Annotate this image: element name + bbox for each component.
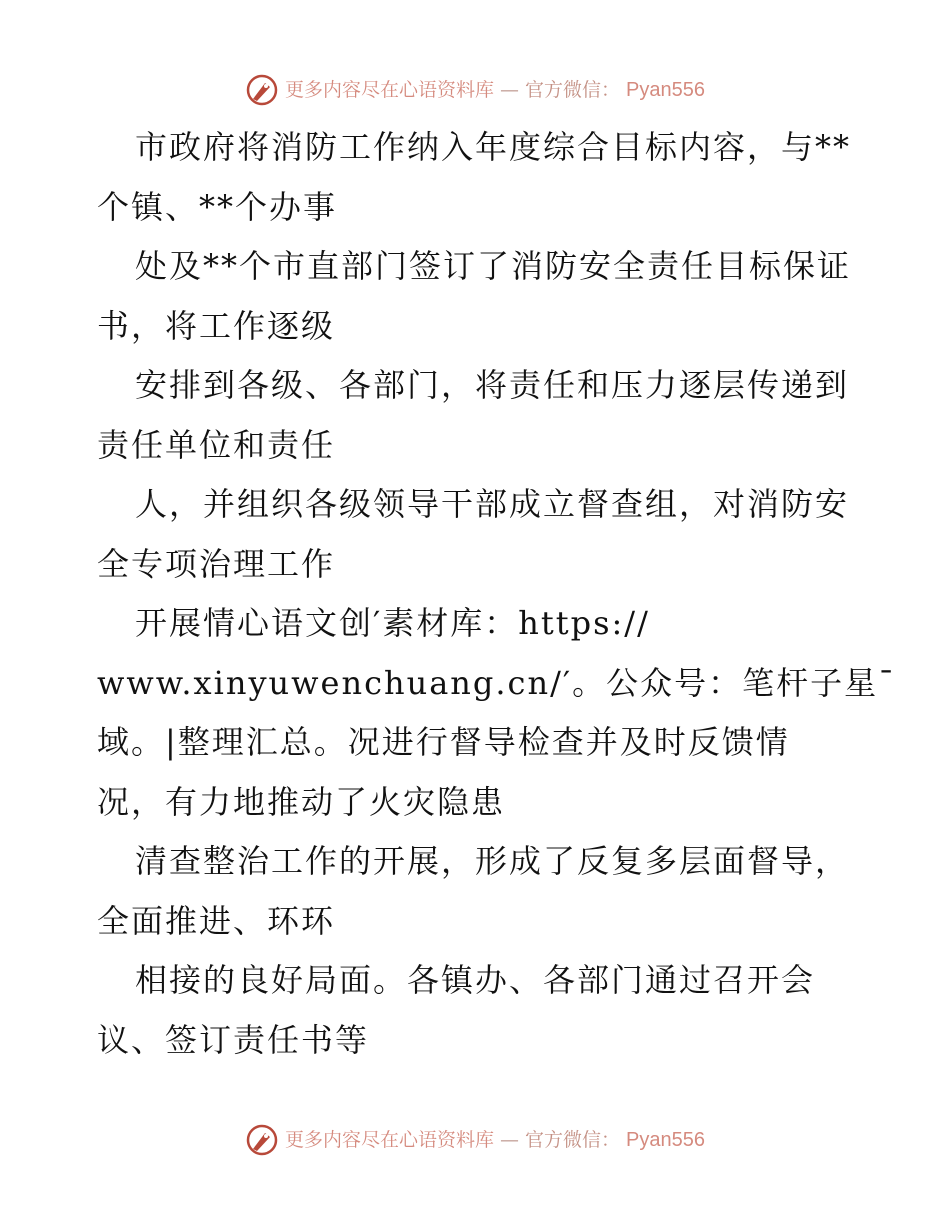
watermark-wechat-id: Pyan556 [626,1129,705,1151]
text-line-7: 人，并组织各级领导干部成立督查组，对消防安 [135,485,850,523]
text-line-12: 况，有力地推动了火灾隐患 [97,782,506,821]
text-line-14: 全面推进、环环 [97,901,336,940]
footer-watermark [0,1120,950,1160]
text-line-4: 书，将工作逐级 [97,306,336,345]
pen-nib-circle-icon [245,73,279,107]
text-line-16: 议、签订责任书等 [97,1020,370,1059]
text-line-11: 域。|整理汇总。况进行督导检查并及时反馈情 [97,723,790,761]
document-body [97,118,897,1070]
watermark-separator: — [500,1129,520,1151]
text-line-15: 相接的良好局面。各镇办、各部门通过召开会 [135,961,816,999]
watermark-text: 更多内容尽在心语资料库 [285,79,495,101]
text-line-8: 全专项治理工作 [97,544,336,583]
text-line-5: 安排到各级、各部门，将责任和压力逐层传递到 [135,366,850,404]
watermark-official-label: 官方微信： [525,1129,621,1151]
watermark-text: 更多内容尽在心语资料库 [285,1129,495,1151]
text-line-9: 开展情心语文创′素材库：https:// [135,604,650,642]
text-line-10: www.xinyuwenchuang.cn/′。公众号：笔杆子星¯ [97,663,897,702]
watermark-separator: — [500,79,520,101]
header-watermark [0,70,950,110]
text-line-2: 个镇、**个办事 [97,187,338,226]
text-line-1: 市政府将消防工作纳入年度综合目标内容，与** [135,128,852,166]
watermark-wechat-id: Pyan556 [626,79,705,101]
pen-nib-circle-icon [245,1123,279,1157]
watermark-official-label: 官方微信： [525,79,621,101]
text-line-3: 处及**个市直部门签订了消防安全责任目标保证 [135,247,852,285]
text-line-6: 责任单位和责任 [97,425,336,464]
text-line-13: 清查整治工作的开展，形成了反复多层面督导， [135,842,850,880]
